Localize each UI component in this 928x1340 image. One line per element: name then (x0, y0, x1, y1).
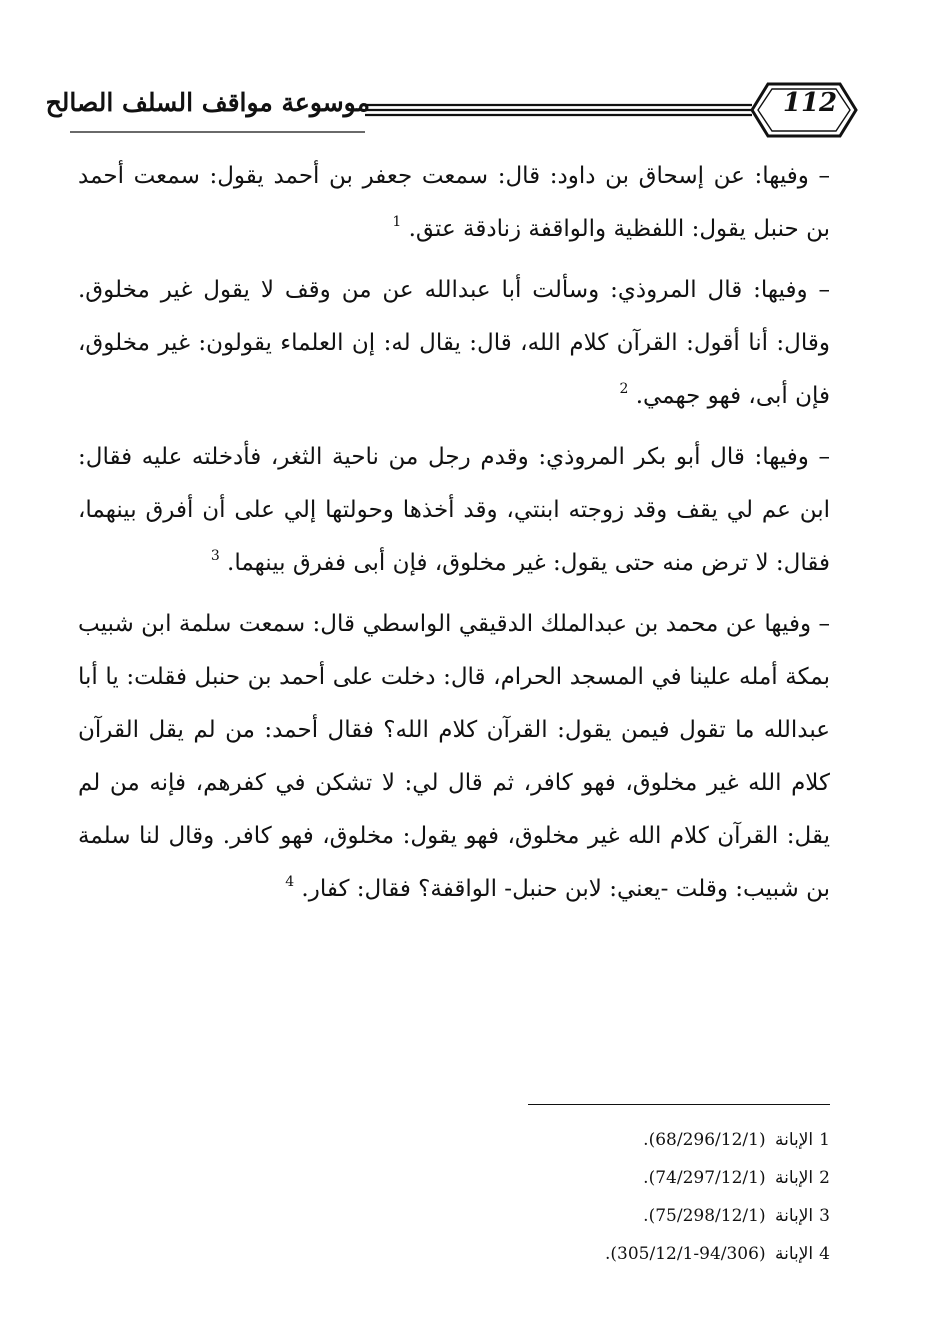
footnote-marker: 4 (285, 874, 295, 890)
paragraph-text: – وفيها: قال أبو بكر المروذي: وقدم رجل من ناحية الثغر، فأدخلته عليه فقال: ابن عم لي يقف وقد زوجته ابنتي، وقد أخذها وحولتها إلي على أن أفرق بينهما، فقال: لا ترض منه حتى يقول: غير مخلوق، فإن أبى ففرق بينهما. (78, 444, 830, 576)
footnote-ref: (74/297/12/1). (643, 1168, 766, 1188)
paragraph (78, 264, 830, 423)
footnote (78, 1235, 830, 1273)
footnote-source: الإبانة (774, 1206, 814, 1226)
paragraph (78, 598, 830, 916)
footnote-ref: (94/306-305/12/1). (604, 1244, 766, 1264)
paragraph-text: – وفيها عن محمد بن عبدالملك الدقيقي الواسطي قال: سمعت سلمة ابن شبيب بمكة أمله علينا في المسجد الحرام، قال: دخلت على أحمد بن حنبل فقلت: يا أبا عبدالله ما تقول فيمن يقول: القرآن كلام الله؟ فقال أحمد: من لم يقل القرآن كلام الله غير مخلوق، فهو كافر، ثم قال لي: لا تشكن في كفرهم، فإنه من لم يقل: القرآن كلام الله غير مخلوق، فهو يقول: مخلوق، فهو كافر. وقال لنا سلمة بن شبيب: وقلت -يعني: لابن حنبل- الواقفة؟ فقال: كفار. (78, 611, 830, 902)
paragraph-text: – وفيها: قال المروذي: وسألت أبا عبدالله عن من وقف لا يقول غير مخلوق. وقال: أنا أقول: القرآن كلام الله، قال: يقال له: إن العلماء يقولون: غير مخلوق، فإن أبى، فهو جهمي. (78, 277, 830, 409)
footnote-number: 2 (819, 1168, 830, 1188)
page-number: 112 (782, 88, 838, 118)
footnotes (78, 1121, 830, 1273)
paragraph (78, 431, 830, 590)
footnote-source: الإبانة (774, 1130, 814, 1150)
series-title: موسوعة مواقف السلف الصالح (45, 88, 370, 117)
footnote-number: 3 (819, 1206, 830, 1226)
footnote-source: الإبانة (774, 1244, 814, 1264)
footnote-marker: 1 (392, 214, 402, 230)
footnote-marker: 2 (619, 381, 629, 397)
paragraph-text: – وفيها: عن إسحاق بن داود: قال: سمعت جعفر بن أحمد يقول: سمعت أحمد بن حنبل يقول: اللفظية والواقفة زنادقة عتق. (78, 163, 830, 242)
footnote-divider (528, 1104, 830, 1105)
footnote-ref: (75/298/12/1). (643, 1206, 766, 1226)
footnote-marker: 3 (210, 548, 220, 564)
footnote (78, 1197, 830, 1235)
footnote (78, 1159, 830, 1197)
paragraph (78, 150, 830, 256)
footnote (78, 1121, 830, 1159)
main-text (78, 150, 830, 924)
footnote-source: الإبانة (774, 1168, 814, 1188)
page-header (40, 70, 900, 150)
footnote-number: 4 (819, 1244, 830, 1264)
footnote-number: 1 (819, 1130, 830, 1150)
footnote-ref: (68/296/12/1). (643, 1130, 766, 1150)
